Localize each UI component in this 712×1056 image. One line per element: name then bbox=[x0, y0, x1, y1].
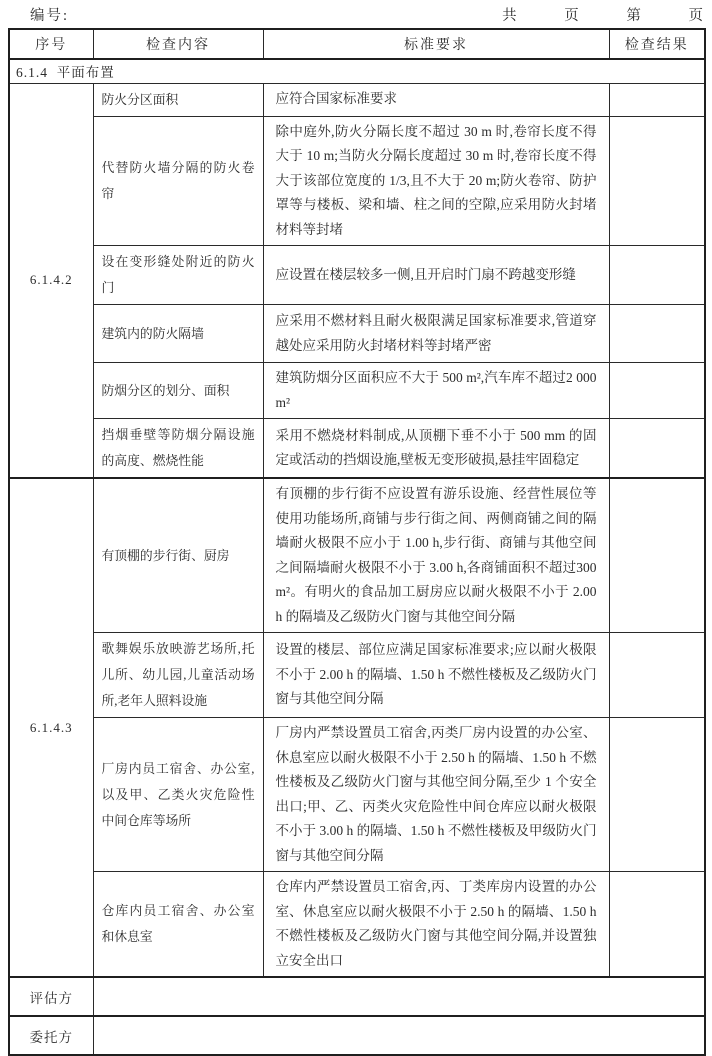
row-content-cell: 防烟分区的划分、面积 bbox=[93, 363, 263, 419]
row-requirement-cell: 除中庭外,防火分隔长度不超过 30 m 时,卷帘长度不得大于 10 m;当防火分隔长度超过 30 m 时,卷帘长度不得大于该部位宽度的 1/3,且不大于 20 m;防火卷帘、防护罩等与楼板、梁和墙、柱之间的空隙,应采用防火封堵材料等封堵 bbox=[263, 116, 609, 246]
group-code-cell: 6.1.4.3 bbox=[9, 478, 93, 977]
row-content-cell: 建筑内的防火隔墙 bbox=[93, 305, 263, 363]
row-requirement-cell: 应设置在楼层较多一侧,且开启时门扇不跨越变形缝 bbox=[263, 246, 609, 305]
row-requirement-cell: 仓库内严禁设置员工宿舍,丙、丁类库房内设置的办公室、休息室应以耐火极限不小于 2.50 h 的隔墙、1.50 h 不燃性楼板及乙级防火门窗与其他空间分隔,并设置独立安全出口 bbox=[263, 872, 609, 978]
header-seq: 序号 bbox=[9, 29, 93, 59]
row-result-cell bbox=[609, 305, 705, 363]
section-title-cell: 6.1.4 平面布置 bbox=[9, 59, 705, 83]
row-requirement-cell: 有顶棚的步行街不应设置有游乐设施、经营性展位等使用功能场所,商铺与步行街之间、两侧商铺之间的隔墙耐火极限不应小于 1.00 h,步行街、商铺与其他空间之间隔墙耐火极限不小于 3.00 h,各商铺面积不超过300 m²。有明火的食品加工厨房应以耐火极限不小于 2.00 h 的隔墙及乙级防火门窗与其他空间分隔 bbox=[263, 478, 609, 633]
row-content-cell: 厂房内员工宿舍、办公室,以及甲、乙类火灾危险性中间仓库等场所 bbox=[93, 718, 263, 872]
row-content-cell: 有顶棚的步行街、厨房 bbox=[93, 478, 263, 633]
table-row bbox=[9, 305, 705, 363]
row-result-cell bbox=[609, 718, 705, 872]
footer-label-cell: 评估方 bbox=[9, 977, 93, 1016]
row-result-cell bbox=[609, 478, 705, 633]
row-result-cell bbox=[609, 419, 705, 479]
page-top-bar bbox=[0, 5, 712, 27]
row-result-cell bbox=[609, 363, 705, 419]
row-content-cell: 歌舞娱乐放映游艺场所,托儿所、幼儿园,儿童活动场所,老年人照料设施 bbox=[93, 633, 263, 718]
footer-row-client bbox=[9, 1016, 705, 1055]
row-content-cell: 设在变形缝处附近的防火门 bbox=[93, 246, 263, 305]
header-result: 检查结果 bbox=[609, 29, 705, 59]
pagination-page-label: 页 bbox=[564, 8, 579, 24]
section-row bbox=[9, 59, 705, 83]
row-content-cell: 挡烟垂壁等防烟分隔设施的高度、燃烧性能 bbox=[93, 419, 263, 479]
row-result-cell bbox=[609, 246, 705, 305]
table-row bbox=[9, 478, 705, 633]
row-result-cell bbox=[609, 116, 705, 246]
row-requirement-cell: 厂房内严禁设置员工宿舍,丙类厂房内设置的办公室、休息室应以耐火极限不小于 2.50 h 的隔墙、1.50 h 不燃性楼板及乙级防火门窗与其他空间分隔,至少 1 个安全出口;甲、乙、丙类火灾危险性中间仓库应以耐火极限不小于 3.00 h 的隔墙、1.50 h 不燃性楼板及甲级防火门窗与其他空间分隔 bbox=[263, 718, 609, 872]
pagination-total-label: 共 bbox=[502, 8, 517, 24]
row-content-cell: 仓库内员工宿舍、办公室和休息室 bbox=[93, 872, 263, 978]
table-row bbox=[9, 718, 705, 872]
pagination bbox=[502, 5, 703, 27]
table-row bbox=[9, 872, 705, 978]
pagination-page-label: 页 bbox=[688, 8, 703, 24]
row-requirement-cell: 应采用不燃材料且耐火极限满足国家标准要求,管道穿越处应采用防火封堵材料等封堵严密 bbox=[263, 305, 609, 363]
header-requirement: 标准要求 bbox=[263, 29, 609, 59]
table-header-row bbox=[9, 29, 705, 59]
row-result-cell bbox=[609, 83, 705, 116]
table-row bbox=[9, 633, 705, 718]
footer-value-cell bbox=[93, 977, 705, 1016]
row-requirement-cell: 采用不燃烧材料制成,从顶棚下垂不小于 500 mm 的固定或活动的挡烟设施,壁板无变形破损,悬挂牢固稳定 bbox=[263, 419, 609, 479]
row-requirement-cell: 设置的楼层、部位应满足国家标准要求;应以耐火极限不小于 2.00 h 的隔墙、1.50 h 不燃性楼板及乙级防火门窗与其他空间分隔 bbox=[263, 633, 609, 718]
row-result-cell bbox=[609, 633, 705, 718]
doc-number-label: 编号: bbox=[30, 8, 70, 24]
group-code-cell: 6.1.4.2 bbox=[9, 83, 93, 478]
row-content-cell: 代替防火墙分隔的防火卷帘 bbox=[93, 116, 263, 246]
footer-row-assessor bbox=[9, 977, 705, 1016]
header-content: 检查内容 bbox=[93, 29, 263, 59]
row-result-cell bbox=[609, 872, 705, 978]
footer-label-cell: 委托方 bbox=[9, 1016, 93, 1055]
footer-value-cell bbox=[93, 1016, 705, 1055]
row-requirement-cell: 应符合国家标准要求 bbox=[263, 83, 609, 116]
table-row bbox=[9, 246, 705, 305]
table-row bbox=[9, 116, 705, 246]
table-row bbox=[9, 419, 705, 479]
table-row bbox=[9, 363, 705, 419]
row-content-cell: 防火分区面积 bbox=[93, 83, 263, 116]
inspection-checklist-table bbox=[8, 28, 706, 1056]
pagination-ordinal-label: 第 bbox=[626, 8, 641, 24]
table-row bbox=[9, 83, 705, 116]
row-requirement-cell: 建筑防烟分区面积应不大于 500 m²,汽车库不超过2 000 m² bbox=[263, 363, 609, 419]
